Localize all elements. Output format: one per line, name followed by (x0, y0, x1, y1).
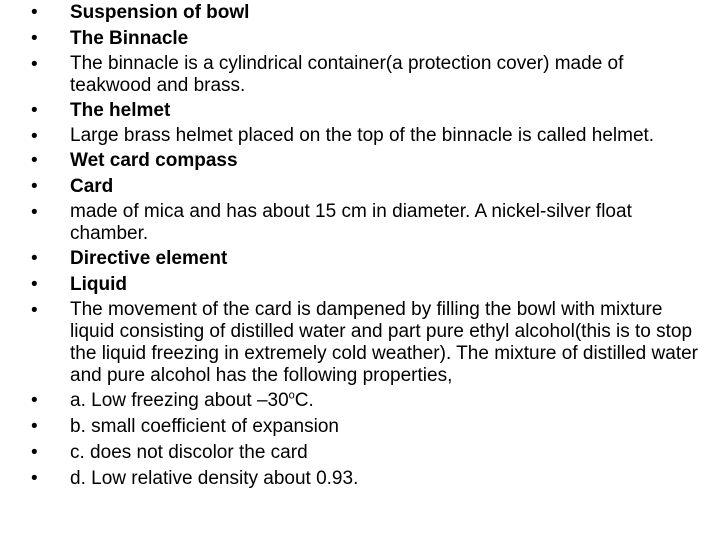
list-item (0, 201, 720, 245)
list-item (0, 299, 720, 387)
bullet-icon: • (31, 300, 38, 321)
list-item (0, 441, 720, 465)
list-item (0, 467, 720, 491)
property-low-relative-density: d. Low relative density about 0.93. (70, 468, 359, 489)
bullet-icon: • (31, 468, 38, 489)
property-does-not-discolor: c. does not discolor the card (70, 442, 308, 463)
bullet-icon: • (31, 274, 38, 295)
bullet-icon: • (31, 2, 38, 23)
bullet-icon: • (31, 442, 38, 463)
degree-superscript: o (288, 389, 295, 402)
bullet-icon: • (31, 202, 38, 223)
bullet-icon: • (31, 390, 38, 411)
property-low-freezing-unit: C. (294, 390, 314, 411)
liquid-description: The movement of the card is dampened by filling the bowl with mixture liquid consisting of distilled water and part pure ethyl alcohol(this is to stop the liquid freezing in extremely cold weather). The mixture of distilled water and pure alcohol has the following properties, (70, 299, 698, 386)
bullet-icon: • (31, 150, 38, 171)
heading-liquid: Liquid (70, 274, 127, 295)
list-item (0, 27, 720, 51)
property-low-freezing (70, 390, 314, 411)
list-item (0, 149, 720, 173)
list-item (0, 1, 720, 25)
list-item (0, 389, 720, 413)
bullet-icon: • (31, 100, 38, 121)
list-item (0, 99, 720, 123)
property-low-freezing-text: a. Low freezing about –30 (70, 390, 289, 411)
list-item (0, 125, 720, 147)
bullet-icon: • (31, 248, 38, 269)
binnacle-description: The binnacle is a cylindrical container(a protection cover) made of teakwood and brass. (70, 53, 624, 96)
heading-directive-element: Directive element (70, 248, 228, 269)
heading-the-helmet: The helmet (70, 100, 171, 121)
list-item (0, 415, 720, 439)
list-item (0, 247, 720, 271)
card-description: made of mica and has about 15 cm in diameter. A nickel-silver float chamber. (70, 201, 632, 244)
heading-card: Card (70, 176, 114, 197)
bullet-icon: • (31, 28, 38, 49)
list-item (0, 273, 720, 297)
bullet-list (0, 1, 720, 493)
bullet-icon: • (31, 176, 38, 197)
list-item (0, 175, 720, 199)
bullet-icon: • (31, 126, 38, 147)
heading-wet-card-compass: Wet card compass (70, 150, 238, 171)
bullet-icon: • (31, 54, 38, 75)
heading-the-binnacle: The Binnacle (70, 28, 189, 49)
property-small-coefficient: b. small coefficient of expansion (70, 416, 339, 437)
helmet-description: Large brass helmet placed on the top of the binnacle is called helmet. (70, 125, 655, 146)
bullet-icon: • (31, 416, 38, 437)
list-item (0, 53, 720, 97)
heading-suspension-of-bowl: Suspension of bowl (70, 2, 250, 23)
